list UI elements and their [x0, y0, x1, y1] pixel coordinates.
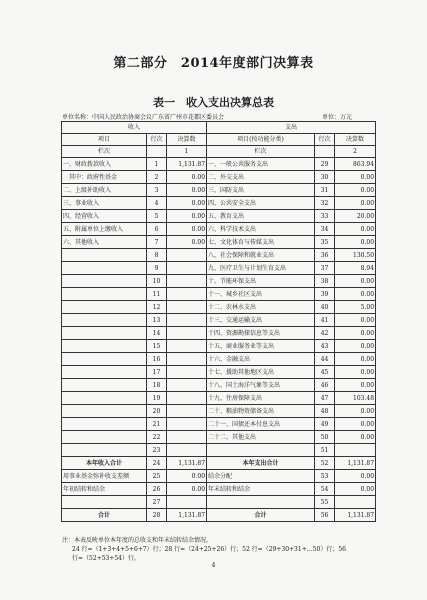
income-amount-cell — [167, 444, 207, 457]
table-row — [62, 327, 376, 340]
expense-line-cell: 56 — [315, 509, 335, 522]
income-amount-cell — [167, 496, 207, 509]
table-row — [62, 431, 376, 444]
income-amount-cell: 0.00 — [167, 483, 207, 496]
income-amount-cell — [167, 301, 207, 314]
income-amount-cell — [167, 379, 207, 392]
income-line-cell: 1 — [147, 158, 167, 171]
expense-item-cell: 十六、金融支出 — [207, 353, 315, 366]
expense-line-cell: 43 — [315, 340, 335, 353]
expense-line-cell: 45 — [315, 366, 335, 379]
income-col-number: 1 — [167, 146, 207, 158]
table-row — [62, 340, 376, 353]
income-item-cell: 二、上级补助收入 — [62, 184, 147, 197]
income-amount-cell — [167, 340, 207, 353]
expense-col-label: 栏次 — [207, 146, 315, 158]
expense-line-cell: 54 — [315, 483, 335, 496]
income-item-cell — [62, 405, 147, 418]
table-row — [62, 158, 376, 171]
expense-amount-cell: 0.00 — [335, 379, 376, 392]
income-item-cell — [62, 327, 147, 340]
income-line-cell: 7 — [147, 236, 167, 249]
income-line-cell: 9 — [147, 262, 167, 275]
expense-col-line-empty — [315, 146, 335, 158]
expense-amount-cell: 1,131.87 — [335, 457, 376, 470]
expense-line-cell: 31 — [315, 184, 335, 197]
income-item-cell: 四、经营收入 — [62, 210, 147, 223]
expense-item-cell: 二十、粮油物资储备支出 — [207, 405, 315, 418]
income-line-cell: 18 — [147, 379, 167, 392]
table-row — [62, 483, 376, 496]
expense-amount-cell: 5.00 — [335, 301, 376, 314]
income-amount-cell — [167, 262, 207, 275]
income-item-cell — [62, 431, 147, 444]
expense-item-cell: 十一、城乡社区支出 — [207, 288, 315, 301]
expense-item-cell: 年末结转和结余 — [207, 483, 315, 496]
expense-amount-cell: 0.00 — [335, 405, 376, 418]
expense-amount-cell: 0.00 — [335, 366, 376, 379]
income-amount-cell — [167, 353, 207, 366]
income-item-header: 项目 — [62, 134, 147, 146]
income-line-cell: 5 — [147, 210, 167, 223]
expense-item-cell: 十五、商业服务业等支出 — [207, 340, 315, 353]
table-row — [62, 444, 376, 457]
expense-amount-cell: 0.00 — [335, 275, 376, 288]
expense-amount-cell: 0.00 — [335, 483, 376, 496]
table-row — [62, 236, 376, 249]
income-item-cell — [62, 379, 147, 392]
income-amount-cell — [167, 418, 207, 431]
income-line-cell: 25 — [147, 470, 167, 483]
income-item-cell — [62, 496, 147, 509]
income-item-cell — [62, 275, 147, 288]
table-row — [62, 301, 376, 314]
income-col-line-empty — [147, 146, 167, 158]
expense-amount-cell: 0.00 — [335, 340, 376, 353]
expense-line-cell: 36 — [315, 249, 335, 262]
income-item-cell — [62, 314, 147, 327]
income-line-cell: 20 — [147, 405, 167, 418]
expense-amount-cell: 20.00 — [335, 210, 376, 223]
income-item-cell: 年初结转和结余 — [62, 483, 147, 496]
table-row — [62, 392, 376, 405]
income-amount-cell — [167, 275, 207, 288]
expense-item-cell: 二、外交支出 — [207, 171, 315, 184]
expense-line-cell: 30 — [315, 171, 335, 184]
income-item-cell: 一、财政拨款收入 — [62, 158, 147, 171]
income-item-cell — [62, 366, 147, 379]
income-line-cell: 19 — [147, 392, 167, 405]
expense-item-cell: 十八、国土海洋气象等支出 — [207, 379, 315, 392]
income-line-cell: 16 — [147, 353, 167, 366]
income-item-cell — [62, 353, 147, 366]
expense-header: 支出 — [207, 122, 376, 134]
expense-item-cell: 十四、资源勘探信息等支出 — [207, 327, 315, 340]
income-line-cell: 22 — [147, 431, 167, 444]
income-amount-cell: 1,131.87 — [167, 457, 207, 470]
income-item-cell: 六、其他收入 — [62, 236, 147, 249]
table-row — [62, 509, 376, 522]
expense-item-cell: 一、一般公共服务支出 — [207, 158, 315, 171]
expense-item-cell: 六、科学技术支出 — [207, 223, 315, 236]
table-row — [62, 262, 376, 275]
note-line-3: 行=（52+53+54）行。 — [72, 555, 140, 562]
expense-line-cell: 48 — [315, 405, 335, 418]
expense-amount-cell: 0.00 — [335, 470, 376, 483]
expense-item-header: 项目(按功能分类) — [207, 134, 315, 146]
income-expense-table — [61, 121, 376, 522]
expense-item-cell: 十、节能环保支出 — [207, 275, 315, 288]
expense-line-cell: 52 — [315, 457, 335, 470]
income-line-cell: 3 — [147, 184, 167, 197]
income-line-cell: 4 — [147, 197, 167, 210]
income-line-cell: 28 — [147, 509, 167, 522]
expense-line-cell: 37 — [315, 262, 335, 275]
expense-col-number: 2 — [335, 146, 376, 158]
expense-item-cell: 二十一、国债还本付息支出 — [207, 418, 315, 431]
income-line-cell: 13 — [147, 314, 167, 327]
table-row — [62, 379, 376, 392]
income-amount-header: 决算数 — [167, 134, 207, 146]
income-item-cell — [62, 340, 147, 353]
income-amount-cell — [167, 249, 207, 262]
expense-line-cell: 35 — [315, 236, 335, 249]
expense-line-cell: 44 — [315, 353, 335, 366]
income-item-cell: 其中：政府性基金 — [62, 171, 147, 184]
expense-line-cell: 39 — [315, 288, 335, 301]
table-row — [62, 197, 376, 210]
income-amount-cell — [167, 405, 207, 418]
income-item-cell — [62, 444, 147, 457]
table-notes — [62, 536, 382, 563]
expense-line-cell: 38 — [315, 275, 335, 288]
expense-amount-cell: 0.00 — [335, 314, 376, 327]
income-item-cell — [62, 249, 147, 262]
income-line-cell: 14 — [147, 327, 167, 340]
expense-item-cell: 十二、农林水支出 — [207, 301, 315, 314]
income-header: 收入 — [62, 122, 207, 134]
expense-amount-cell: 130.50 — [335, 249, 376, 262]
expense-line-cell: 33 — [315, 210, 335, 223]
expense-amount-cell: 8.94 — [335, 262, 376, 275]
table-row — [62, 457, 376, 470]
expense-line-cell: 47 — [315, 392, 335, 405]
expense-item-cell: 二十二、其他支出 — [207, 431, 315, 444]
table-row — [62, 171, 376, 184]
income-line-cell: 10 — [147, 275, 167, 288]
income-line-cell: 15 — [147, 340, 167, 353]
table-row — [62, 418, 376, 431]
header-row-col-index — [62, 146, 376, 158]
income-amount-cell — [167, 366, 207, 379]
expense-amount-cell: 0.00 — [335, 327, 376, 340]
income-amount-cell: 1,131.87 — [167, 158, 207, 171]
table-row — [62, 275, 376, 288]
expense-line-cell: 40 — [315, 301, 335, 314]
page-number: 4 — [211, 562, 216, 569]
income-item-cell: 本年收入合计 — [62, 457, 147, 470]
expense-line-cell: 55 — [315, 496, 335, 509]
table-row — [62, 184, 376, 197]
income-item-cell: 三、事业收入 — [62, 197, 147, 210]
income-line-cell: 8 — [147, 249, 167, 262]
income-amount-cell — [167, 327, 207, 340]
expense-item-cell: 九、医疗卫生与计划生育支出 — [207, 262, 315, 275]
unit-name-line: 单位名称：中国人民政治协商会议广东省广州市花都区委员会 — [62, 114, 225, 121]
expense-amount-cell: 0.00 — [335, 223, 376, 236]
income-line-cell: 24 — [147, 457, 167, 470]
expense-item-cell: 八、社会保障和就业支出 — [207, 249, 315, 262]
unit-label: 单位：万元 — [322, 114, 353, 121]
income-amount-cell — [167, 392, 207, 405]
expense-line-cell: 42 — [315, 327, 335, 340]
note-line-2: 24 行=（1+3+4+5+6+7）行；28 行=（24+25+26）行；52 行=（29+30+31+…50）行；56 — [72, 546, 346, 553]
expense-amount-cell: 103.48 — [335, 392, 376, 405]
income-amount-cell — [167, 431, 207, 444]
table-row — [62, 314, 376, 327]
expense-amount-cell: 0.00 — [335, 197, 376, 210]
income-amount-cell: 0.00 — [167, 236, 207, 249]
table-row — [62, 405, 376, 418]
income-amount-cell — [167, 288, 207, 301]
income-amount-cell: 0.00 — [167, 184, 207, 197]
expense-amount-cell — [335, 444, 376, 457]
table-row — [62, 288, 376, 301]
income-item-cell — [62, 418, 147, 431]
income-item-cell: 合计 — [62, 509, 147, 522]
table-title: 表一 收入支出决算总表 — [153, 96, 274, 109]
expense-amount-header: 决算数 — [335, 134, 376, 146]
expense-item-cell — [207, 496, 315, 509]
expense-amount-cell: 0.00 — [335, 431, 376, 444]
income-item-cell: 用事业基金弥补收支差额 — [62, 470, 147, 483]
expense-line-cell: 29 — [315, 158, 335, 171]
expense-amount-cell: 0.00 — [335, 171, 376, 184]
income-item-cell — [62, 392, 147, 405]
income-line-cell: 2 — [147, 171, 167, 184]
expense-amount-cell — [335, 496, 376, 509]
expense-line-cell: 50 — [315, 431, 335, 444]
expense-item-cell: 十七、援助其他地区支出 — [207, 366, 315, 379]
income-item-cell: 五、附属单位上缴收入 — [62, 223, 147, 236]
part-title: 第二部分 2014年度部门决算表 — [113, 56, 314, 71]
expense-line-header: 行次 — [315, 134, 335, 146]
income-amount-cell: 0.00 — [167, 223, 207, 236]
expense-item-cell: 七、文化体育与传媒支出 — [207, 236, 315, 249]
expense-item-cell: 五、教育支出 — [207, 210, 315, 223]
income-amount-cell: 0.00 — [167, 197, 207, 210]
expense-item-cell — [207, 444, 315, 457]
header-row-columns — [62, 134, 376, 146]
income-line-cell: 17 — [147, 366, 167, 379]
header-row-group — [62, 122, 376, 134]
income-line-cell: 6 — [147, 223, 167, 236]
income-line-cell: 21 — [147, 418, 167, 431]
income-line-header: 行次 — [147, 134, 167, 146]
income-amount-cell: 1,131.87 — [167, 509, 207, 522]
expense-item-cell: 十三、交通运输支出 — [207, 314, 315, 327]
expense-item-cell: 四、公共安全支出 — [207, 197, 315, 210]
expense-line-cell: 51 — [315, 444, 335, 457]
note-line-1: 注：本表反映单位本年度的总收支和年末结转结余情况。 — [62, 537, 213, 544]
table-row — [62, 210, 376, 223]
income-col-label: 栏次 — [62, 146, 147, 158]
expense-line-cell: 41 — [315, 314, 335, 327]
income-line-cell: 11 — [147, 288, 167, 301]
expense-line-cell: 53 — [315, 470, 335, 483]
expense-line-cell: 46 — [315, 379, 335, 392]
expense-line-cell: 49 — [315, 418, 335, 431]
income-amount-cell: 0.00 — [167, 210, 207, 223]
expense-item-cell: 三、国防支出 — [207, 184, 315, 197]
expense-line-cell: 34 — [315, 223, 335, 236]
expense-amount-cell: 0.00 — [335, 353, 376, 366]
income-amount-cell: 0.00 — [167, 171, 207, 184]
table-row — [62, 470, 376, 483]
expense-amount-cell: 863.94 — [335, 158, 376, 171]
table-row — [62, 223, 376, 236]
expense-amount-cell: 0.00 — [335, 236, 376, 249]
income-item-cell — [62, 288, 147, 301]
expense-line-cell: 32 — [315, 197, 335, 210]
income-line-cell: 27 — [147, 496, 167, 509]
expense-item-cell: 本年支出合计 — [207, 457, 315, 470]
income-item-cell — [62, 301, 147, 314]
income-line-cell: 23 — [147, 444, 167, 457]
income-line-cell: 26 — [147, 483, 167, 496]
expense-amount-cell: 0.00 — [335, 184, 376, 197]
table-row — [62, 496, 376, 509]
income-item-cell — [62, 262, 147, 275]
expense-item-cell: 合计 — [207, 509, 315, 522]
income-line-cell: 12 — [147, 301, 167, 314]
expense-amount-cell: 0.00 — [335, 288, 376, 301]
expense-item-cell: 十九、住房保障支出 — [207, 392, 315, 405]
table-row — [62, 249, 376, 262]
table-row — [62, 353, 376, 366]
expense-item-cell: 结余分配 — [207, 470, 315, 483]
expense-amount-cell: 0.00 — [335, 418, 376, 431]
expense-amount-cell: 1,131.87 — [335, 509, 376, 522]
table-row — [62, 366, 376, 379]
income-amount-cell: 0.00 — [167, 470, 207, 483]
income-amount-cell — [167, 314, 207, 327]
